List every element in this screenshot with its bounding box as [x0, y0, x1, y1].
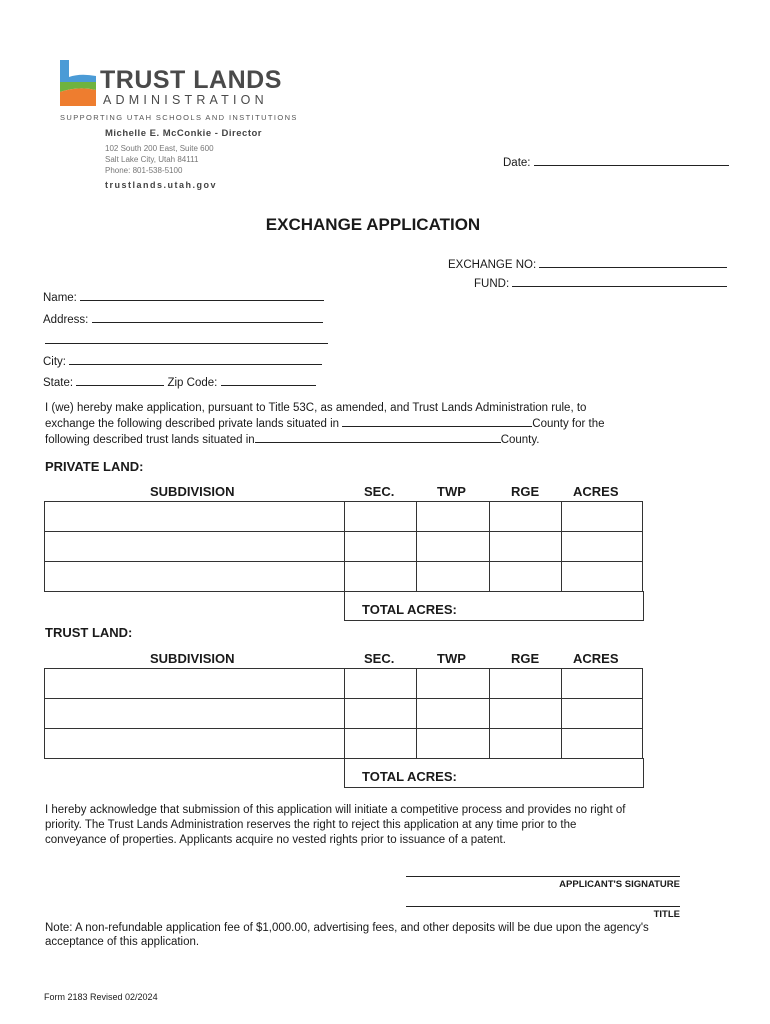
- date-field: [503, 154, 729, 169]
- private-sec-cell[interactable]: [345, 532, 417, 562]
- fee-note: [45, 921, 725, 949]
- trust-rge-cell[interactable]: [490, 729, 562, 759]
- private-county-input[interactable]: [342, 415, 532, 427]
- private-sec-cell[interactable]: [345, 562, 417, 592]
- note-line-1: Note: A non-refundable application fee of $1,000.00, advertising fees, and other deposits will be due upon the agency's: [45, 922, 649, 934]
- intro-line-3-suffix: County.: [500, 434, 540, 446]
- name-field: [43, 289, 324, 304]
- private-twp-cell[interactable]: [417, 562, 490, 592]
- trust-col-twp: TWP: [437, 651, 466, 666]
- address-line-2: Salt Lake City, Utah 84111: [105, 155, 199, 164]
- exchange-no-field: [448, 256, 727, 271]
- brand-tagline: SUPPORTING UTAH SCHOOLS AND INSTITUTIONS: [60, 113, 298, 122]
- state-zip-field: [43, 374, 316, 389]
- trust-sec-cell[interactable]: [345, 699, 417, 729]
- address-label: Address:: [43, 314, 89, 326]
- intro-paragraph: [45, 401, 725, 447]
- title-label: TITLE: [653, 909, 680, 920]
- private-rge-cell[interactable]: [490, 562, 562, 592]
- fund-field: [474, 275, 727, 290]
- private-twp-cell[interactable]: [417, 532, 490, 562]
- private-land-table: [44, 501, 643, 592]
- signature-label: APPLICANT'S SIGNATURE: [559, 879, 680, 890]
- trust-twp-cell[interactable]: [417, 669, 490, 699]
- private-total-label: TOTAL ACRES:: [362, 602, 457, 617]
- name-label: Name:: [43, 292, 77, 304]
- private-total-acres[interactable]: [344, 591, 644, 621]
- private-acres-cell[interactable]: [562, 502, 643, 532]
- trust-total-acres[interactable]: [344, 758, 644, 788]
- acknowledgement-line-2: priority. The Trust Lands Administration reserves the right to reject this application at any time prior to the: [45, 819, 577, 831]
- trust-col-sec: SEC.: [364, 651, 395, 666]
- trust-col-acres: ACRES: [573, 651, 619, 666]
- trust-col-rge: RGE: [511, 651, 540, 666]
- private-subdivision-cell[interactable]: [45, 532, 345, 562]
- trust-lands-logo-icon: [60, 60, 96, 106]
- director-name: Michelle E. McConkie - Director: [105, 128, 262, 139]
- intro-line-2-suffix: County for the: [532, 418, 605, 430]
- city-field: [43, 353, 322, 368]
- private-col-rge: RGE: [511, 484, 540, 499]
- brand-subtitle: ADMINISTRATION: [103, 93, 268, 107]
- fund-label: FUND:: [474, 278, 510, 290]
- intro-line-3: [45, 431, 725, 447]
- trust-subdivision-cell[interactable]: [45, 669, 345, 699]
- trust-sec-cell[interactable]: [345, 729, 417, 759]
- brand-name: TRUST LANDS: [100, 66, 282, 94]
- table-row: [45, 699, 643, 729]
- acknowledgement-line-1: I hereby acknowledge that submission of this application will initiate a competitive process and provides no right of: [45, 804, 626, 816]
- note-line-2: acceptance of this application.: [45, 936, 200, 948]
- trust-col-subdivision: SUBDIVISION: [150, 651, 235, 666]
- acknowledgement-paragraph: [45, 803, 725, 848]
- table-row: [45, 669, 643, 699]
- private-col-subdivision: SUBDIVISION: [150, 484, 235, 499]
- fund-input[interactable]: [512, 275, 727, 287]
- table-row: [45, 729, 643, 759]
- intro-line-2-text: exchange the following described private lands situated in: [45, 418, 340, 430]
- trust-twp-cell[interactable]: [417, 729, 490, 759]
- signature-line[interactable]: [406, 876, 680, 877]
- date-label: Date:: [503, 157, 531, 169]
- office-address: [105, 143, 214, 165]
- office-phone: Phone: 801-538-5100: [105, 166, 183, 175]
- exchange-no-input[interactable]: [539, 256, 727, 268]
- page-title: EXCHANGE APPLICATION: [265, 215, 481, 234]
- private-twp-cell[interactable]: [417, 502, 490, 532]
- trust-acres-cell[interactable]: [562, 729, 643, 759]
- trust-acres-cell[interactable]: [562, 699, 643, 729]
- private-col-acres: ACRES: [573, 484, 619, 499]
- intro-line-1: I (we) hereby make application, pursuant to Title 53C, as amended, and Trust Lands Administration rule, to: [45, 402, 587, 414]
- acknowledgement-line-3: conveyance of properties. Applicants acquire no vested rights prior to issuance of a patent.: [45, 834, 506, 846]
- trust-twp-cell[interactable]: [417, 699, 490, 729]
- title-line[interactable]: [406, 906, 680, 907]
- intro-line-3-text: following described trust lands situated in: [45, 434, 255, 446]
- address-field: [43, 311, 323, 326]
- private-subdivision-cell[interactable]: [45, 562, 345, 592]
- trust-sec-cell[interactable]: [345, 669, 417, 699]
- trust-subdivision-cell[interactable]: [45, 699, 345, 729]
- private-land-title: PRIVATE LAND:: [45, 459, 144, 474]
- private-subdivision-cell[interactable]: [45, 502, 345, 532]
- private-rge-cell[interactable]: [490, 532, 562, 562]
- private-col-twp: TWP: [437, 484, 466, 499]
- trust-land-table: [44, 668, 643, 759]
- city-label: City:: [43, 356, 66, 368]
- form-revision: Form 2183 Revised 02/2024: [44, 992, 158, 1002]
- date-input[interactable]: [534, 154, 729, 166]
- private-acres-cell[interactable]: [562, 532, 643, 562]
- trust-land-title: TRUST LAND:: [45, 625, 133, 640]
- private-col-sec: SEC.: [364, 484, 395, 499]
- trust-rge-cell[interactable]: [490, 669, 562, 699]
- trust-county-input[interactable]: [255, 431, 501, 443]
- trust-subdivision-cell[interactable]: [45, 729, 345, 759]
- table-row: [45, 532, 643, 562]
- trust-rge-cell[interactable]: [490, 699, 562, 729]
- private-acres-cell[interactable]: [562, 562, 643, 592]
- address-line-2-input[interactable]: [45, 343, 328, 344]
- zip-input[interactable]: [221, 374, 316, 386]
- trust-total-label: TOTAL ACRES:: [362, 769, 457, 784]
- zip-label: Zip Code:: [167, 377, 218, 389]
- address-input[interactable]: [92, 311, 323, 323]
- private-rge-cell[interactable]: [490, 502, 562, 532]
- state-label: State:: [43, 377, 74, 389]
- address-line-1: 102 South 200 East, Suite 600: [105, 144, 214, 153]
- name-input[interactable]: [80, 289, 324, 301]
- trust-acres-cell[interactable]: [562, 669, 643, 699]
- table-row: [45, 502, 643, 532]
- table-row: [45, 562, 643, 592]
- state-input[interactable]: [76, 374, 164, 386]
- exchange-no-label: EXCHANGE NO:: [448, 259, 537, 271]
- intro-line-2: [45, 415, 725, 431]
- city-input[interactable]: [69, 353, 322, 365]
- website: trustlands.utah.gov: [105, 180, 218, 190]
- private-sec-cell[interactable]: [345, 502, 417, 532]
